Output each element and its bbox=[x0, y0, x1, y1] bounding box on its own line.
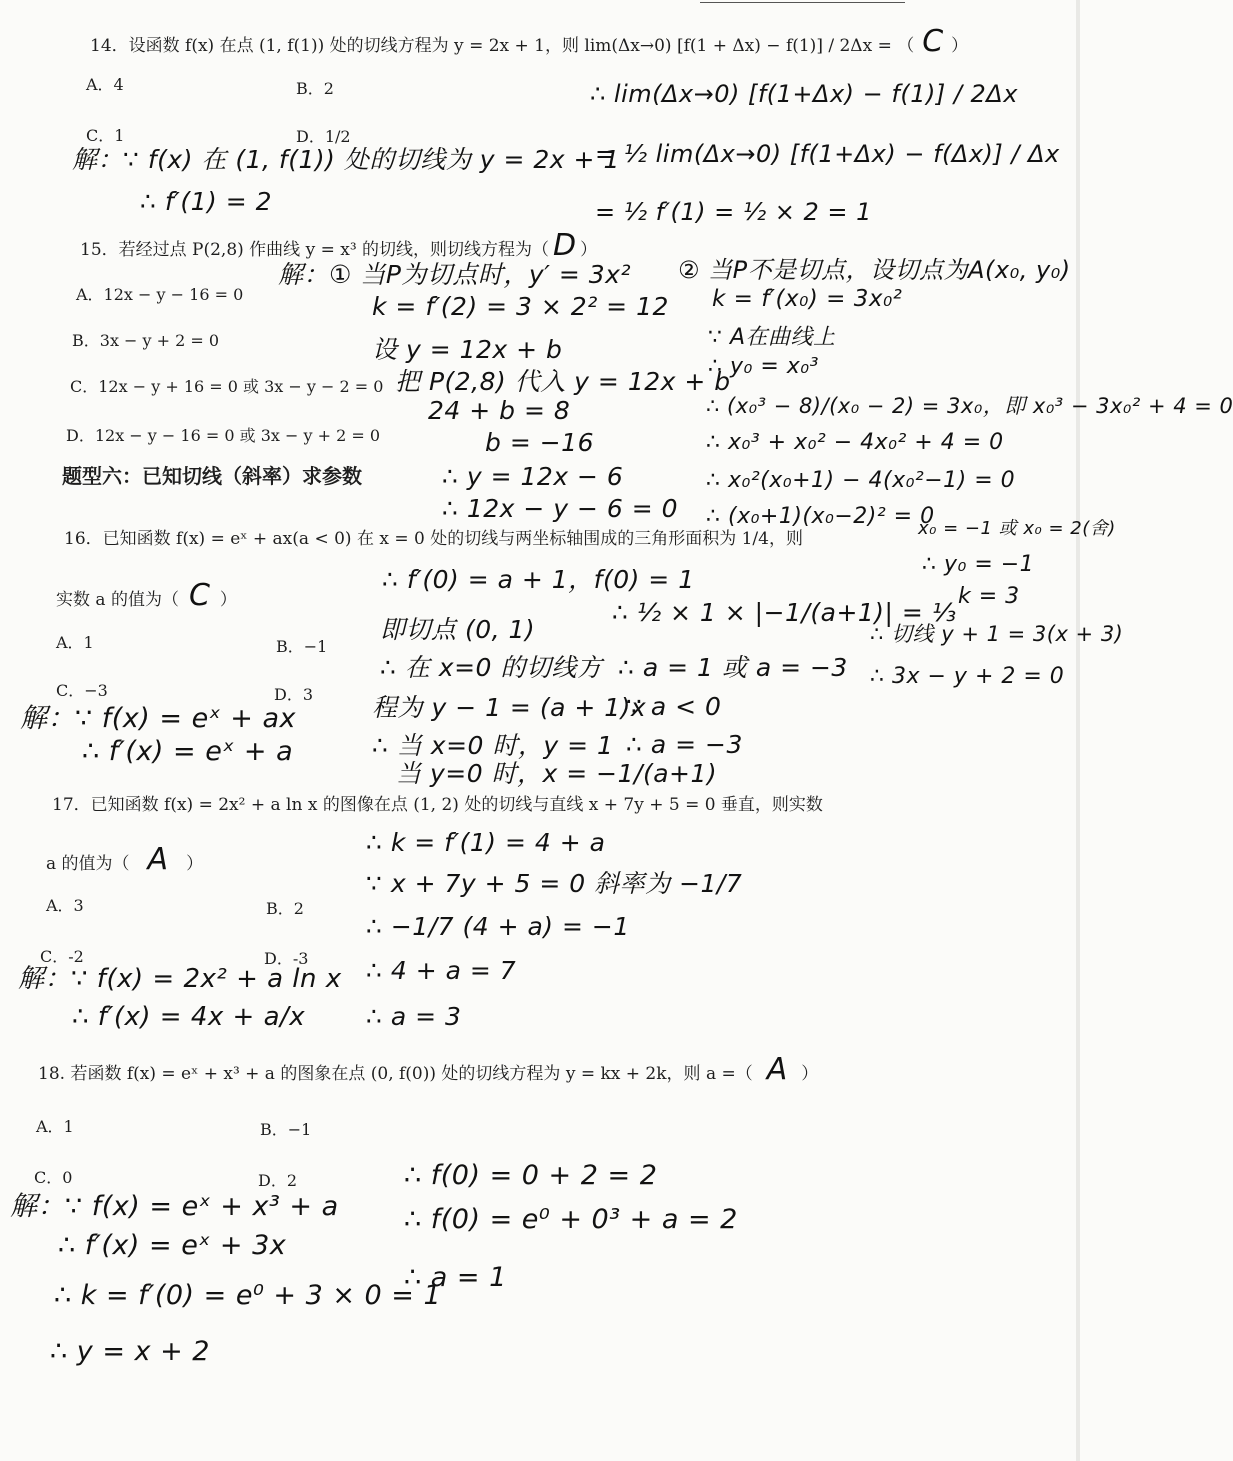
q15-work-line-8: ∴ 12x − y − 6 = 0 bbox=[442, 494, 679, 523]
q15-option-c: C．12x − y + 16 = 0 或 3x − y − 2 = 0 bbox=[70, 377, 384, 396]
q15-work-line-15: ∴ x₀²(x₀+1) − 4(x₀²−1) = 0 bbox=[706, 468, 1016, 493]
q16-work-line-3: ∴ f′(0) = a + 1，f(0) = 1 bbox=[382, 565, 695, 594]
q17-work-line-4: ∵ x + 7y + 5 = 0 斜率为 −1/7 bbox=[366, 869, 743, 898]
q17-option-a: A．3 bbox=[46, 896, 84, 915]
question-17-stem-2: a 的值为（ A ） bbox=[46, 842, 204, 877]
q17-option-b: B．2 bbox=[266, 899, 304, 918]
q18-option-a: A．1 bbox=[36, 1117, 74, 1136]
q15-option-b: B．3x − y + 2 = 0 bbox=[72, 331, 220, 350]
question-15-answer: D bbox=[553, 228, 577, 263]
q15-work-line-14: ∴ x₀³ + x₀² − 4x₀² + 4 = 0 bbox=[706, 430, 1004, 455]
q14-option-a: A．4 bbox=[86, 75, 124, 94]
q15-work-line-5: 24 + b = 8 bbox=[428, 396, 571, 425]
question-16-answer: C bbox=[188, 578, 210, 613]
q15-work-line-9: ② 当P不是切点，设切点为A(x₀, y₀) bbox=[678, 256, 1071, 284]
question-17-stem: 17．已知函数 f(x) = 2x² + a ln x 的图像在点 (1, 2) 处的切线与直线 x + 7y + 5 = 0 垂直，则实数 bbox=[52, 795, 823, 815]
q15-work-line-17: x₀ = −1 或 x₀ = 2(舍) bbox=[918, 518, 1116, 539]
q18-work-line-4: ∴ y = x + 2 bbox=[50, 1336, 210, 1367]
top-rule bbox=[700, 2, 905, 3]
q15-work-line-6: b = −16 bbox=[485, 428, 594, 457]
q16-work-line-4: 即切点 (0, 1) bbox=[380, 615, 536, 644]
q14-work-line-1: 解：∵ f(x) 在 (1, f(1)) 处的切线为 y = 2x + 1 bbox=[72, 145, 620, 174]
q15-work-line-12: ∴ y₀ = x₀³ bbox=[708, 354, 819, 379]
q17-work-line-2: ∴ f′(x) = 4x + a/x bbox=[72, 1002, 306, 1032]
q18-option-b: B．−1 bbox=[260, 1120, 312, 1139]
question-14-answer: C bbox=[922, 24, 944, 59]
q16-work-line-11: ∵ a < 0 bbox=[626, 692, 722, 721]
q16-work-line-2: ∴ f′(x) = eˣ + a bbox=[82, 736, 294, 767]
q16-work-line-10: ∴ a = 1 或 a = −3 bbox=[618, 653, 848, 682]
q16-work-line-1: 解：∵ f(x) = eˣ + ax bbox=[20, 703, 297, 734]
q16-option-a: A．1 bbox=[56, 633, 94, 652]
q17-option-d: D．-3 bbox=[264, 949, 309, 968]
q14-work-line-4: = ½ lim(Δx→0) [f(1+Δx) − f(Δx)] / Δx bbox=[595, 140, 1060, 168]
question-15-stem: 15．若经过点 P(2,8) 作曲线 y = x³ 的切线，则切线方程为（ D ） bbox=[80, 228, 598, 263]
question-18-stem: 18. 若函数 f(x) = eˣ + x³ + a 的图象在点 (0, f(0)) 处的切线方程为 y = kx + 2k，则 a =（ A ） bbox=[38, 1052, 819, 1087]
q16-work-line-7: ∴ 当 x=0 时，y = 1 bbox=[372, 731, 614, 760]
q14-work-line-3: ∴ lim(Δx→0) [f(1+Δx) − f(1)] / 2Δx bbox=[590, 80, 1018, 108]
q16-option-d: D．3 bbox=[274, 685, 314, 704]
question-17-answer: A bbox=[147, 842, 169, 877]
q16-work-line-12: ∴ a = −3 bbox=[626, 730, 743, 759]
q16-work-line-9: ∴ ½ × 1 × |−1/(a+1)| = ⅓ bbox=[612, 598, 957, 627]
q18-work-line-7: ∴ a = 1 bbox=[404, 1262, 507, 1293]
q16-work-line-6: 程为 y − 1 = (a + 1)x bbox=[372, 693, 647, 722]
q15-work-line-19: k = 3 bbox=[958, 584, 1020, 609]
q17-work-line-3: ∴ k = f′(1) = 4 + a bbox=[366, 828, 606, 857]
q16-work-line-5: ∴ 在 x=0 的切线方 bbox=[380, 653, 603, 682]
question-16-stem-2: 实数 a 的值为（ C ） bbox=[56, 578, 237, 613]
q17-option-c: C．-2 bbox=[40, 947, 84, 966]
q14-option-b: B．2 bbox=[296, 79, 334, 98]
q15-work-line-7: ∴ y = 12x − 6 bbox=[442, 462, 624, 491]
q15-work-line-11: ∵ A在曲线上 bbox=[708, 325, 836, 350]
q17-work-line-1: 解：∵ f(x) = 2x² + a ln x bbox=[18, 964, 342, 994]
q18-option-c: C．0 bbox=[34, 1168, 73, 1187]
question-18-answer: A bbox=[766, 1052, 788, 1087]
q17-work-line-6: ∴ 4 + a = 7 bbox=[366, 956, 517, 985]
q15-work-line-10: k = f′(x₀) = 3x₀² bbox=[712, 286, 903, 312]
q16-work-line-8: 当 y=0 时，x = −1/(a+1) bbox=[396, 759, 718, 788]
question-16-stem: 16．已知函数 f(x) = eˣ + ax(a < 0) 在 x = 0 处的切线与两坐标轴围成的三角形面积为 1/4，则 bbox=[64, 529, 803, 549]
q15-option-a: A．12x − y − 16 = 0 bbox=[76, 285, 244, 304]
q18-work-line-6: ∴ f(0) = e⁰ + 0³ + a = 2 bbox=[404, 1204, 738, 1235]
q15-work-line-13: ∴ (x₀³ − 8)/(x₀ − 2) = 3x₀，即 x₀³ − 3x₀² + 4 = 0 bbox=[706, 394, 1233, 418]
q18-work-line-5: ∴ f(0) = 0 + 2 = 2 bbox=[404, 1160, 658, 1191]
question-14-stem: 14．设函数 f(x) 在点 (1, f(1)) 处的切线方程为 y = 2x + 1，则 lim(Δx→0) [f(1 + Δx) − f(1)] / 2Δx = （ C ） bbox=[90, 24, 969, 59]
q15-work-line-21: ∴ 3x − y + 2 = 0 bbox=[870, 664, 1065, 689]
section-heading: 题型六：已知切线（斜率）求参数 bbox=[62, 464, 362, 488]
q14-option-c: C．1 bbox=[86, 126, 125, 145]
q15-work-line-2: k = f′(2) = 3 × 2² = 12 bbox=[372, 292, 669, 321]
q15-option-d: D．12x − y − 16 = 0 或 3x − y + 2 = 0 bbox=[66, 426, 381, 445]
q15-work-line-1: 解：① 当P为切点时，y′ = 3x² bbox=[278, 260, 631, 289]
q18-work-line-2: ∴ f′(x) = eˣ + 3x bbox=[58, 1230, 287, 1261]
q15-work-line-16: ∴ (x₀+1)(x₀−2)² = 0 bbox=[706, 504, 935, 529]
q14-option-d: D．1/2 bbox=[296, 127, 351, 146]
q14-work-line-5: = ½ f′(1) = ½ × 2 = 1 bbox=[595, 198, 872, 226]
q15-work-line-4: 把 P(2,8) 代入 y = 12x + b bbox=[395, 367, 731, 396]
q16-option-b: B．−1 bbox=[276, 637, 328, 656]
q15-work-line-3: 设 y = 12x + b bbox=[372, 335, 563, 364]
q16-option-c: C．−3 bbox=[56, 681, 108, 700]
q18-option-d: D．2 bbox=[258, 1171, 298, 1190]
q15-work-line-18: ∴ y₀ = −1 bbox=[922, 552, 1035, 577]
q15-work-line-20: ∴ 切线 y + 1 = 3(x + 3) bbox=[870, 622, 1124, 646]
q17-work-line-7: ∴ a = 3 bbox=[366, 1002, 462, 1031]
q18-work-line-1: 解：∵ f(x) = eˣ + x³ + a bbox=[10, 1191, 339, 1222]
q14-work-line-2: ∴ f′(1) = 2 bbox=[140, 187, 272, 216]
q17-work-line-5: ∴ −1/7 (4 + a) = −1 bbox=[366, 912, 630, 941]
q18-work-line-3: ∴ k = f′(0) = e⁰ + 3 × 0 = 1 bbox=[54, 1280, 442, 1311]
page-edge bbox=[1076, 0, 1080, 1461]
